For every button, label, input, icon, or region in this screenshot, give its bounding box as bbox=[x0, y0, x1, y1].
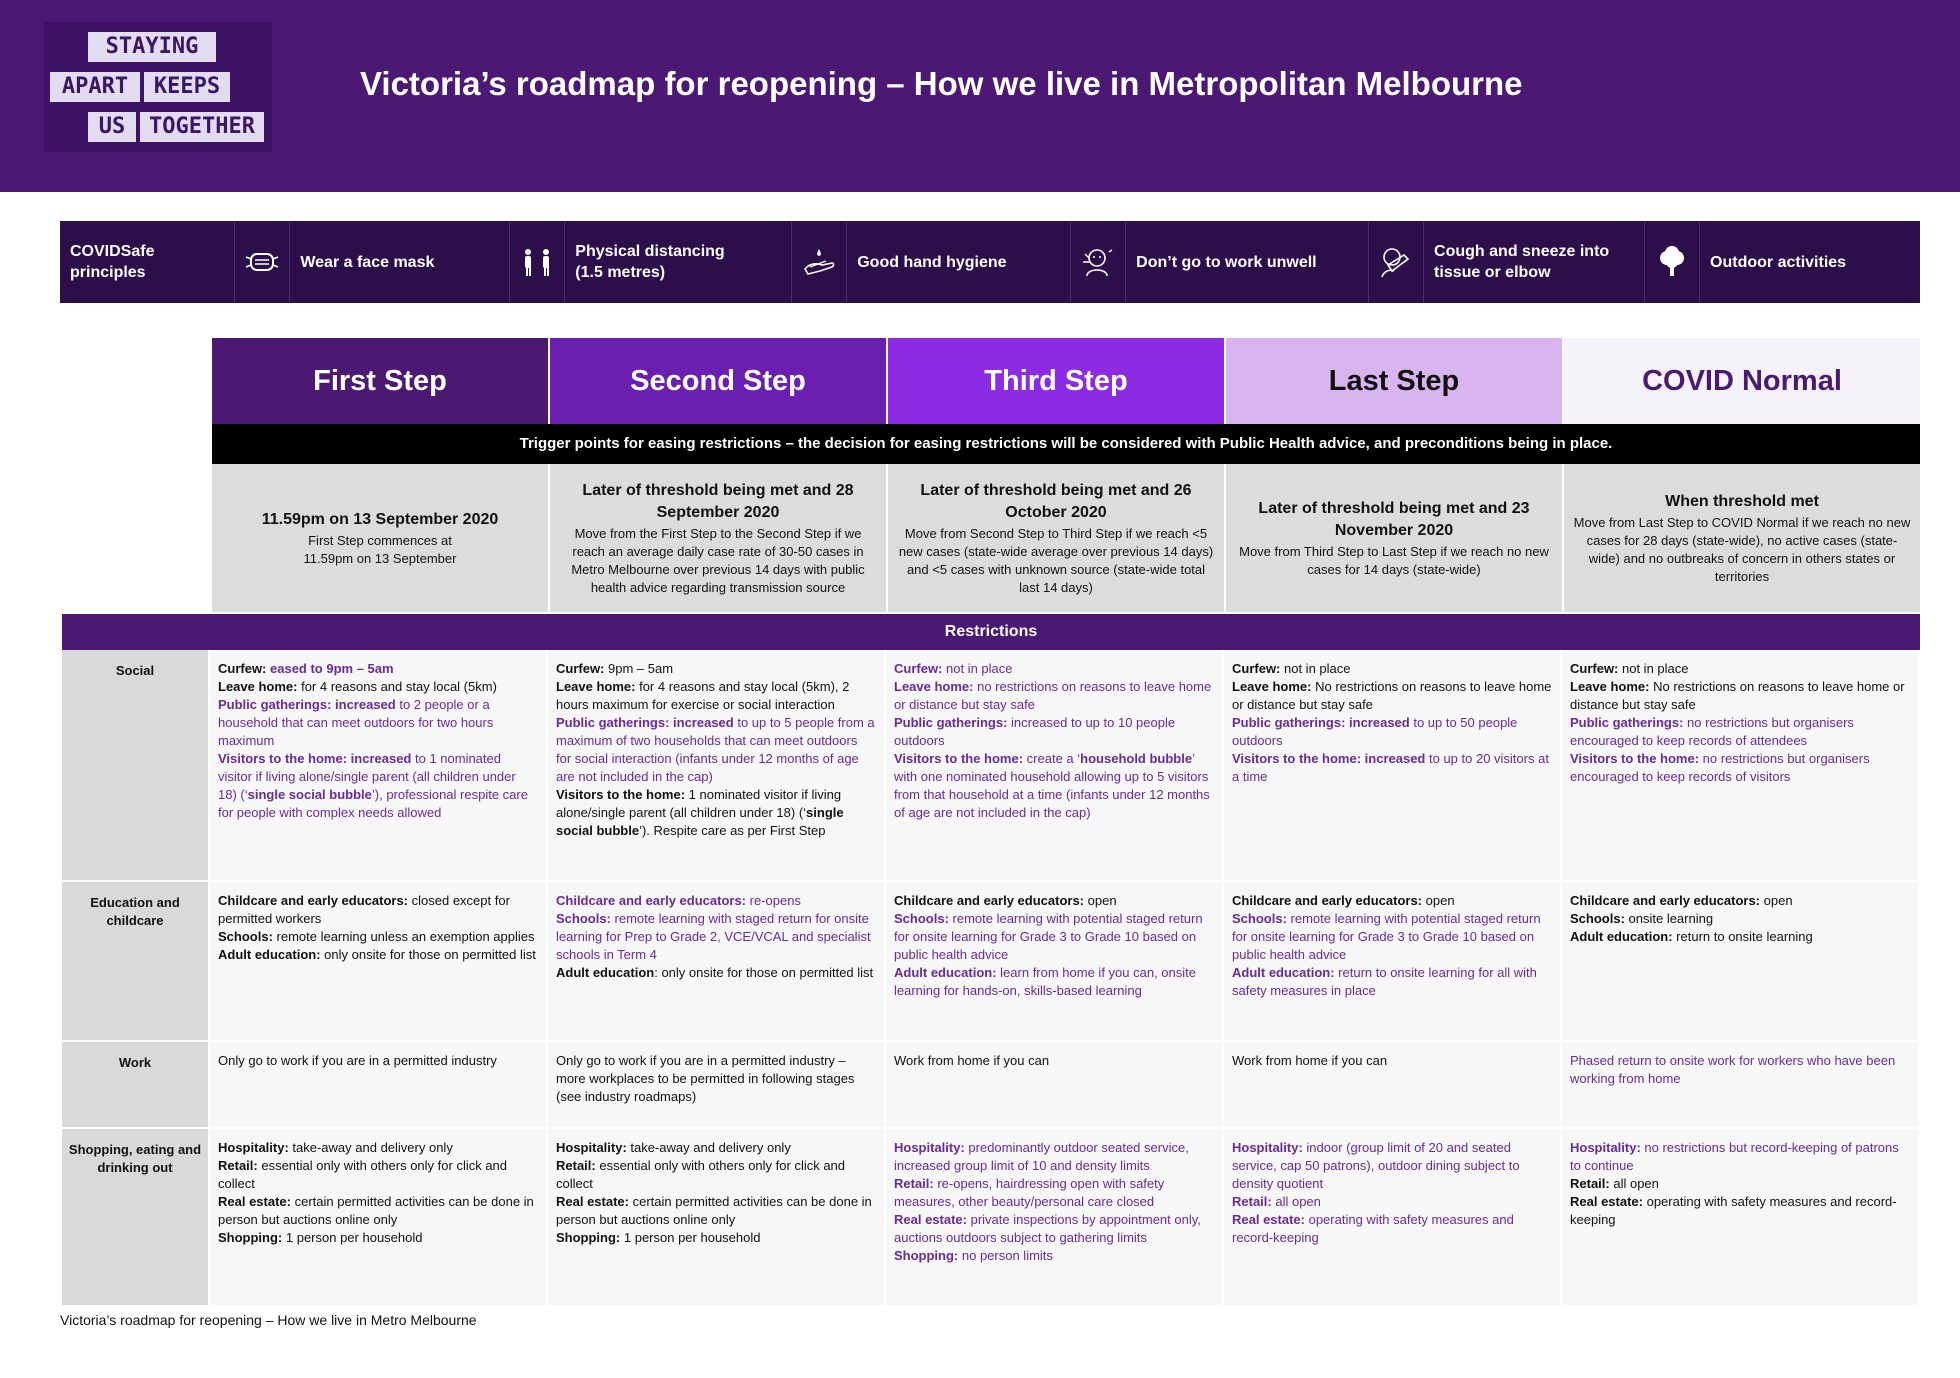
restriction-text: closed except for permitted workers bbox=[218, 893, 510, 926]
restriction-line bbox=[218, 660, 538, 678]
restriction-text: no restrictions but organisers encouraged to keep records of attendees bbox=[1570, 715, 1854, 748]
restriction-text: Only go to work if you are in a permitted industry bbox=[218, 1053, 497, 1068]
threshold-heading: Later of threshold being met and 28 September 2020 bbox=[582, 481, 854, 521]
restriction-text: Work from home if you can bbox=[1232, 1053, 1388, 1068]
logo-word-staying: STAYING bbox=[88, 32, 216, 62]
restriction-text: Childcare and early educators: bbox=[894, 893, 1088, 908]
restriction-line bbox=[218, 928, 538, 946]
restriction-line bbox=[1570, 910, 1910, 928]
restriction-text: to up to 20 visitors at a time bbox=[1232, 751, 1549, 784]
restriction-text: learn from home if you can, onsite learning for hands-on, skills-based learning bbox=[894, 965, 1196, 998]
restriction-cell bbox=[548, 882, 886, 1040]
threshold-first-step bbox=[212, 464, 550, 612]
principle-outdoor-activities bbox=[1645, 221, 1920, 303]
restriction-cell bbox=[886, 650, 1224, 880]
threshold-body: Move from Last Step to COVID Normal if we reach no new cases for 28 days (state-wide), no active cases (state-wide) and no outbreaks of concern in others states or territories bbox=[1573, 514, 1911, 584]
step-header-last: Last Step bbox=[1226, 338, 1564, 424]
restriction-line bbox=[894, 678, 1214, 714]
restriction-text: certain permitted activities can be done in person but auctions online only bbox=[218, 1194, 534, 1227]
restriction-text: take-away and delivery only bbox=[630, 1140, 791, 1155]
restriction-text: ’ with one nominated household allowing up to 5 visitors from that household at a time (infants under 12 months of age are not included in the cap) bbox=[894, 751, 1210, 820]
restriction-text: single social bubble bbox=[556, 805, 844, 838]
restriction-text: 9pm – 5am bbox=[608, 661, 674, 676]
restriction-cell bbox=[548, 1042, 886, 1127]
restriction-text: open bbox=[1763, 893, 1793, 908]
restriction-text: not in place bbox=[946, 661, 1013, 676]
restriction-line bbox=[1232, 750, 1552, 786]
restriction-text: increased to up to 10 people outdoors bbox=[894, 715, 1176, 748]
restriction-text: no person limits bbox=[961, 1248, 1053, 1263]
restriction-line bbox=[1570, 1175, 1910, 1193]
restriction-text: ’), professional respite care for people with complex needs allowed bbox=[218, 787, 528, 820]
restriction-text: Hospitality: bbox=[556, 1140, 631, 1155]
restriction-line bbox=[894, 1175, 1214, 1211]
restriction-text: re-opens bbox=[749, 893, 801, 908]
threshold-body: Move from Third Step to Last Step if we reach no new cases for 14 days (state-wide) bbox=[1239, 543, 1549, 577]
restriction-line bbox=[556, 678, 876, 714]
restriction-line bbox=[218, 892, 538, 928]
restriction-cell bbox=[210, 1042, 548, 1127]
restriction-line bbox=[1232, 1139, 1552, 1193]
restriction-text: Shopping: bbox=[218, 1230, 286, 1245]
restriction-text: Leave home: bbox=[1570, 679, 1654, 694]
restriction-text: Adult education: bbox=[1232, 965, 1339, 980]
restriction-line bbox=[1570, 750, 1910, 786]
threshold-heading: Later of threshold being met and 26 October 2020 bbox=[920, 481, 1192, 521]
restriction-line bbox=[1232, 1052, 1552, 1070]
restriction-text: open bbox=[1425, 893, 1455, 908]
restriction-line bbox=[1570, 714, 1910, 750]
restriction-row bbox=[62, 882, 1920, 1042]
restriction-text: certain permitted activities can be done in person but auctions online only bbox=[556, 1194, 872, 1227]
principle-cough-sneeze bbox=[1369, 221, 1645, 303]
restriction-text: Public gatherings: increased bbox=[556, 715, 738, 730]
restriction-text: Schools: bbox=[1232, 911, 1291, 926]
restriction-text: essential only with others only for click and collect bbox=[218, 1158, 508, 1191]
restriction-text: 1 nominated visitor if living alone/single parent (all children under 18) (‘ bbox=[556, 787, 842, 820]
restriction-text: Visitors to the home: bbox=[894, 751, 1027, 766]
restriction-text: operating with safety measures and record-keeping bbox=[1570, 1194, 1897, 1227]
restriction-text: Leave home: bbox=[556, 679, 640, 694]
restriction-cell bbox=[1224, 1042, 1562, 1127]
threshold-second-step bbox=[550, 464, 888, 612]
principle-label: Wear a face mask bbox=[300, 253, 435, 271]
restriction-row bbox=[62, 650, 1920, 882]
restriction-text: Public gatherings: increased bbox=[1232, 715, 1414, 730]
principle-label: Good hand hygiene bbox=[857, 253, 1007, 271]
restriction-text: Leave home: bbox=[1232, 679, 1316, 694]
restriction-text: no restrictions on reasons to leave home or distance but stay safe bbox=[894, 679, 1212, 712]
restriction-text: Real estate: bbox=[1232, 1212, 1309, 1227]
logo-word-apart: APART bbox=[50, 72, 140, 102]
restriction-line bbox=[556, 1157, 876, 1193]
restriction-line bbox=[894, 660, 1214, 678]
covidsafe-principles-bar bbox=[60, 221, 1920, 303]
row-label: Education and childcare bbox=[62, 882, 210, 1040]
threshold-heading: When threshold met bbox=[1665, 492, 1819, 510]
principle-hand-hygiene bbox=[792, 221, 1071, 303]
restriction-text: return to onsite learning for all with safety measures in place bbox=[1232, 965, 1537, 998]
restriction-text: onsite learning bbox=[1628, 911, 1714, 926]
step-header-second: Second Step bbox=[550, 338, 888, 424]
restriction-text: Retail: bbox=[894, 1176, 938, 1191]
restriction-text: Visitors to the home: bbox=[1570, 751, 1703, 766]
footer-caption: Victoria’s roadmap for reopening – How we live in Metro Melbourne bbox=[60, 1312, 477, 1328]
restriction-text: Curfew: bbox=[1232, 661, 1284, 676]
restriction-line bbox=[894, 1052, 1214, 1070]
restriction-cell bbox=[210, 1129, 548, 1305]
restriction-text: Childcare and early educators: bbox=[556, 893, 750, 908]
restriction-cell bbox=[886, 1129, 1224, 1305]
principle-covidsafe bbox=[60, 221, 235, 303]
page-title: Victoria’s roadmap for reopening – How we live in Metropolitan Melbourne bbox=[360, 65, 1523, 102]
restriction-text: Visitors to the home: increased bbox=[1232, 751, 1429, 766]
restriction-text: Childcare and early educators: bbox=[1232, 893, 1426, 908]
staying-apart-logo bbox=[44, 22, 272, 152]
restriction-cell bbox=[886, 882, 1224, 1040]
restriction-row bbox=[62, 1129, 1920, 1307]
restriction-text: Curfew: bbox=[556, 661, 608, 676]
restriction-text: Public gatherings: increased bbox=[218, 697, 400, 712]
restriction-text: Retail: bbox=[1570, 1176, 1614, 1191]
restriction-text: Hospitality: bbox=[1232, 1140, 1307, 1155]
restriction-text: Adult education: bbox=[1570, 929, 1677, 944]
restriction-text: operating with safety measures and record-keeping bbox=[1232, 1212, 1514, 1245]
restriction-text: for 4 reasons and stay local (5km) bbox=[301, 679, 497, 694]
principle-face-mask bbox=[235, 221, 510, 303]
restriction-line bbox=[556, 892, 876, 910]
restriction-text: Curfew: bbox=[218, 661, 270, 676]
restriction-text: remote learning unless an exemption applies bbox=[276, 929, 535, 944]
restriction-line bbox=[894, 964, 1214, 1000]
row-label: Work bbox=[62, 1042, 210, 1127]
step-header-third: Third Step bbox=[888, 338, 1226, 424]
logo-word-keeps: KEEPS bbox=[144, 72, 230, 102]
physical-distancing-icon bbox=[510, 221, 565, 303]
restriction-text: essential only with others only for click and collect bbox=[556, 1158, 846, 1191]
threshold-body: Move from Second Step to Third Step if we reach <5 new cases (state-wide average over previous 14 days) and <5 cases with unknown source (state-wide total last 14 days) bbox=[898, 525, 1214, 595]
restriction-text: Work from home if you can bbox=[894, 1053, 1050, 1068]
restriction-text: single social bubble bbox=[247, 787, 372, 802]
restriction-cell bbox=[210, 650, 548, 880]
restriction-text: indoor (group limit of 20 and seated service, cap 50 patrons), outdoor dining subject to density quotient bbox=[1232, 1140, 1520, 1191]
restriction-line bbox=[556, 1193, 876, 1229]
restriction-text: Phased return to onsite work for workers who have been working from home bbox=[1570, 1053, 1896, 1086]
step-header-covid-normal: COVID Normal bbox=[1564, 338, 1920, 424]
restriction-text: Leave home: bbox=[894, 679, 978, 694]
principle-physical-distancing bbox=[510, 221, 792, 303]
cough-sneeze-icon bbox=[1369, 221, 1424, 303]
restriction-cell bbox=[1562, 650, 1918, 880]
restriction-line bbox=[1232, 678, 1552, 714]
restriction-text: Visitors to the home: increased bbox=[218, 751, 415, 766]
restriction-line bbox=[894, 714, 1214, 750]
hand-hygiene-icon bbox=[792, 221, 847, 303]
restriction-line bbox=[556, 660, 876, 678]
restriction-line bbox=[894, 1139, 1214, 1175]
restriction-text: Shopping: bbox=[894, 1248, 962, 1263]
restriction-line bbox=[218, 1229, 538, 1247]
restriction-line bbox=[218, 1052, 538, 1070]
restriction-text: No restrictions on reasons to leave home or distance but stay safe bbox=[1232, 679, 1552, 712]
restriction-text: to 2 people or a household that can meet outdoors for two hours maximum bbox=[218, 697, 494, 748]
threshold-body: Move from the First Step to the Second Step if we reach an average daily case rate of 30-50 cases in Metro Melbourne over previous 14 days with public health advice regarding transmission source bbox=[571, 525, 865, 595]
restriction-text: all open bbox=[1613, 1176, 1659, 1191]
unwell-icon bbox=[1071, 221, 1126, 303]
restriction-line bbox=[1232, 714, 1552, 750]
restriction-line bbox=[218, 1139, 538, 1157]
restriction-text: 1 person per household bbox=[285, 1230, 423, 1245]
restriction-text: Curfew: bbox=[894, 661, 946, 676]
restriction-text: Hospitality: bbox=[1570, 1140, 1645, 1155]
restriction-text: Adult education bbox=[556, 965, 655, 980]
threshold-heading: 11.59pm on 13 September 2020 bbox=[261, 510, 499, 528]
tree-icon bbox=[1645, 221, 1700, 303]
restriction-line bbox=[1570, 892, 1910, 910]
restriction-line bbox=[894, 750, 1214, 822]
step-headers bbox=[212, 338, 1920, 424]
restriction-text: return to onsite learning bbox=[1676, 929, 1813, 944]
restriction-line bbox=[218, 696, 538, 750]
restriction-line bbox=[218, 1193, 538, 1229]
restriction-text: predominantly outdoor seated service, increased group limit of 10 and density limits bbox=[894, 1140, 1189, 1173]
restriction-text: Schools: bbox=[1570, 911, 1629, 926]
threshold-last-step bbox=[1226, 464, 1564, 612]
principles-heading: COVIDSafe principles bbox=[70, 243, 155, 281]
restriction-line bbox=[218, 750, 538, 822]
restriction-line bbox=[218, 946, 538, 964]
restriction-text: Retail: bbox=[218, 1158, 262, 1173]
restriction-text: Retail: bbox=[556, 1158, 600, 1173]
restriction-cell bbox=[548, 650, 886, 880]
restriction-line bbox=[1232, 964, 1552, 1000]
restriction-cell bbox=[210, 882, 548, 1040]
restriction-text: Visitors to the home: bbox=[556, 787, 689, 802]
restriction-text: Hospitality: bbox=[218, 1140, 293, 1155]
restriction-text: no restrictions but record-keeping of patrons to continue bbox=[1570, 1140, 1899, 1173]
restriction-text: Shopping: bbox=[556, 1230, 624, 1245]
restriction-text: Childcare and early educators: bbox=[218, 893, 412, 908]
restriction-line bbox=[218, 1157, 538, 1193]
restriction-text: Public gatherings: bbox=[1570, 715, 1688, 730]
restriction-line bbox=[556, 786, 876, 840]
threshold-row bbox=[212, 464, 1920, 612]
restriction-cell bbox=[1562, 882, 1918, 1040]
restriction-line bbox=[1570, 660, 1910, 678]
threshold-third-step bbox=[888, 464, 1226, 612]
restriction-text: Schools: bbox=[894, 911, 953, 926]
restriction-cell bbox=[1562, 1129, 1918, 1305]
principle-label: Outdoor activities bbox=[1710, 253, 1847, 271]
restriction-text: take-away and delivery only bbox=[292, 1140, 453, 1155]
restriction-text: Leave home: bbox=[218, 679, 302, 694]
restriction-cell bbox=[548, 1129, 886, 1305]
restrictions-grid bbox=[62, 650, 1920, 1307]
restriction-text: create a ‘ bbox=[1026, 751, 1081, 766]
restriction-line bbox=[1570, 1193, 1910, 1229]
restriction-text: Childcare and early educators: bbox=[1570, 893, 1764, 908]
trigger-points-banner: Trigger points for easing restrictions – the decision for easing restrictions will be considered with Public Health advice, and preconditions being in place. bbox=[212, 424, 1920, 464]
restriction-text: Real estate: bbox=[218, 1194, 295, 1209]
threshold-covid-normal bbox=[1564, 464, 1920, 612]
principle-label: Cough and sneeze into tissue or elbow bbox=[1434, 243, 1610, 281]
restriction-text: re-opens, hairdressing open with safety measures, other beauty/personal care closed bbox=[894, 1176, 1165, 1209]
restriction-text: Hospitality: bbox=[894, 1140, 969, 1155]
restriction-text: Adult education: bbox=[894, 965, 1001, 980]
restriction-line bbox=[894, 892, 1214, 910]
restriction-line bbox=[556, 1052, 876, 1106]
restriction-text: Schools: bbox=[556, 911, 615, 926]
restriction-line bbox=[556, 714, 876, 786]
logo-word-together: TOGETHER bbox=[140, 112, 264, 142]
restriction-text: remote learning with potential staged return for onsite learning for Grade 3 to Grade 10 based on public health advice bbox=[1232, 911, 1541, 962]
restriction-text: Only go to work if you are in a permitted industry – more workplaces to be permitted in following stages (see industry roadmaps) bbox=[556, 1053, 855, 1104]
restriction-text: Curfew: bbox=[1570, 661, 1622, 676]
restriction-text: to up to 5 people from a maximum of two households that can meet outdoors for social interaction (infants under 12 months of age are not included in the cap) bbox=[556, 715, 875, 784]
threshold-heading: Later of threshold being met and 23 November 2020 bbox=[1258, 499, 1530, 539]
restriction-line bbox=[894, 1247, 1214, 1265]
step-header-first: First Step bbox=[212, 338, 550, 424]
restriction-cell bbox=[1562, 1042, 1918, 1127]
restriction-text: open bbox=[1087, 893, 1117, 908]
restriction-line bbox=[1232, 660, 1552, 678]
restriction-text: Public gatherings: bbox=[894, 715, 1012, 730]
restriction-line bbox=[1232, 892, 1552, 910]
restriction-cell bbox=[1224, 1129, 1562, 1305]
restriction-line bbox=[1570, 678, 1910, 714]
restriction-text: Real estate: bbox=[894, 1212, 971, 1227]
restriction-line bbox=[894, 910, 1214, 964]
principle-label: Physical distancing (1.5 metres) bbox=[575, 243, 725, 281]
restriction-line bbox=[556, 1229, 876, 1247]
restriction-text: Real estate: bbox=[1570, 1194, 1647, 1209]
restriction-text: Schools: bbox=[218, 929, 277, 944]
restriction-cell bbox=[1224, 882, 1562, 1040]
restriction-line bbox=[556, 964, 876, 982]
restriction-text: Real estate: bbox=[556, 1194, 633, 1209]
row-label: Shopping, eating and drinking out bbox=[62, 1129, 210, 1305]
restriction-text: no restrictions but organisers encouraged to keep records of visitors bbox=[1570, 751, 1870, 784]
restriction-text: remote learning with potential staged return for onsite learning for Grade 3 to Grade 10 based on public health advice bbox=[894, 911, 1203, 962]
restriction-text: Retail: bbox=[1232, 1194, 1276, 1209]
restriction-line bbox=[1570, 1139, 1910, 1175]
principle-dont-work-unwell bbox=[1071, 221, 1369, 303]
restriction-row bbox=[62, 1042, 1920, 1129]
restriction-line bbox=[556, 1139, 876, 1157]
restriction-line bbox=[218, 678, 538, 696]
header-band bbox=[0, 0, 1960, 192]
restriction-text: eased to 9pm – 5am bbox=[270, 661, 394, 676]
threshold-body: First Step commences at 11.59pm on 13 September bbox=[303, 532, 457, 566]
restriction-line bbox=[556, 910, 876, 964]
restriction-text: not in place bbox=[1284, 661, 1351, 676]
principle-label: Don’t go to work unwell bbox=[1136, 253, 1317, 271]
face-mask-icon bbox=[235, 221, 290, 303]
restriction-line bbox=[1570, 1052, 1910, 1088]
restriction-text: No restrictions on reasons to leave home or distance but stay safe bbox=[1570, 679, 1905, 712]
logo-word-us: US bbox=[88, 112, 136, 142]
restriction-text: for 4 reasons and stay local (5km), 2 hours maximum for exercise or social interaction bbox=[556, 679, 850, 712]
restriction-line bbox=[1232, 1211, 1552, 1247]
restriction-line bbox=[1232, 1193, 1552, 1211]
restrictions-bar: Restrictions bbox=[62, 614, 1920, 650]
restriction-cell bbox=[1224, 650, 1562, 880]
row-label: Social bbox=[62, 650, 210, 880]
restriction-text: to up to 50 people outdoors bbox=[1232, 715, 1518, 748]
restriction-text: only onsite for those on permitted list bbox=[324, 947, 536, 962]
restriction-line bbox=[894, 1211, 1214, 1247]
restriction-text: not in place bbox=[1622, 661, 1689, 676]
restriction-text: private inspections by appointment only, auctions outdoors subject to gathering limits bbox=[894, 1212, 1201, 1245]
restriction-text: to 1 nominated visitor if living alone/single parent (all children under 18) (‘ bbox=[218, 751, 516, 802]
restriction-line bbox=[1570, 928, 1910, 946]
restriction-text: Adult education: bbox=[218, 947, 325, 962]
restriction-text: : only onsite for those on permitted list bbox=[654, 965, 874, 980]
restriction-text: remote learning with staged return for onsite learning for Prep to Grade 2, VCE/VCAL and specialist schools in Term 4 bbox=[556, 911, 871, 962]
restriction-text: 1 person per household bbox=[623, 1230, 761, 1245]
restriction-text: household bubble bbox=[1080, 751, 1193, 766]
restriction-text: ’). Respite care as per First Step bbox=[639, 823, 826, 838]
restriction-text: all open bbox=[1275, 1194, 1321, 1209]
restriction-cell bbox=[886, 1042, 1224, 1127]
restriction-line bbox=[1232, 910, 1552, 964]
